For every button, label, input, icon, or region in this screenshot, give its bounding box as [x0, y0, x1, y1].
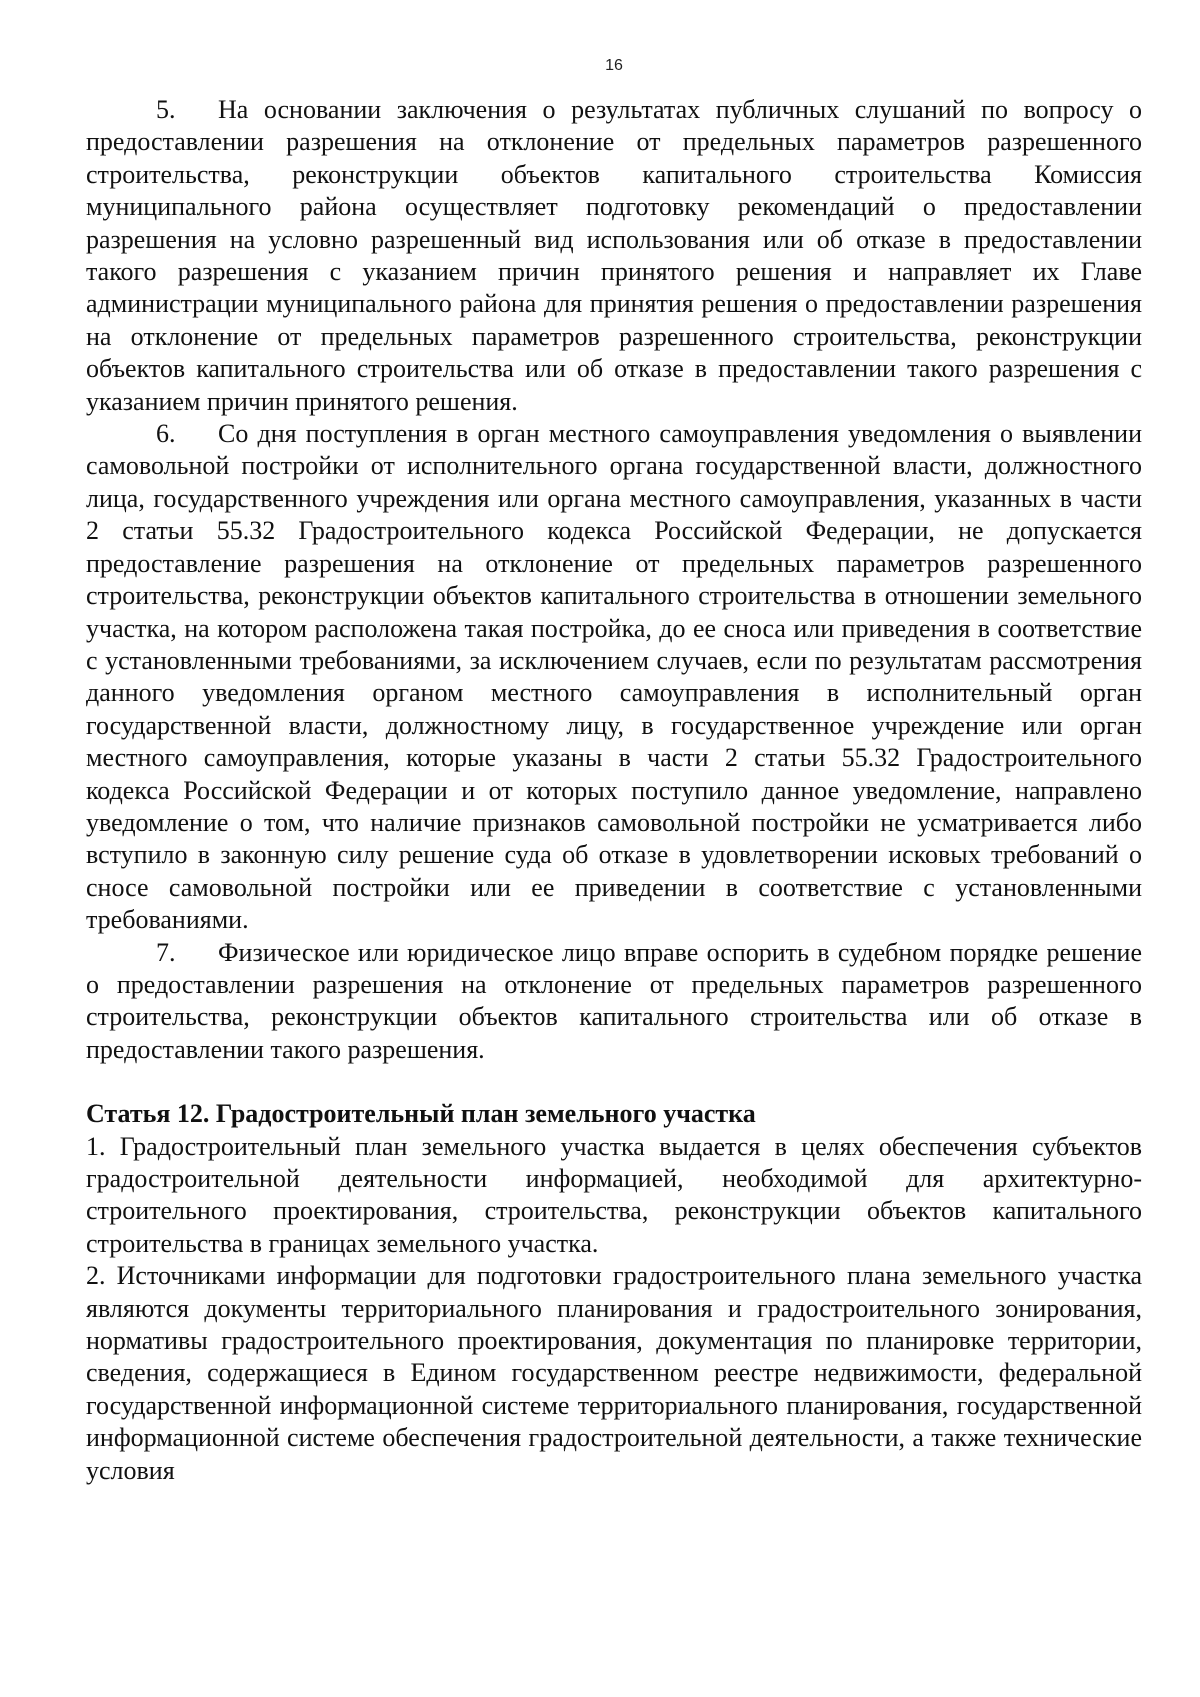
article-paragraph-2: 2. Источниками информации для подготовки градостроительного плана земельного участка являются документы территориального планирования и градостроительного зонирования, нормативы градостроительного проектирования, документация по планировке территории, сведения, содержащиеся в Едином государственном реестре недвижимости, федеральной государственной информационной системе территориального планирования, государственной информационной системе обеспечения градостроительной деятельности, а также технические условия — [86, 1261, 1142, 1485]
article-paragraph-1: 1. Градостроительный план земельного участка выдается в целях обеспечения субъектов градостроительной деятельности информацией, необходимой для архитектурно-строительного проектирования, строительства, реконструкции объектов капитального строительства в границах земельного участка. — [86, 1131, 1142, 1258]
article-heading: Статья 12. Градостроительный план земельного участка — [86, 1099, 756, 1129]
paragraph-5 — [86, 94, 1142, 418]
paragraph-6 — [86, 418, 1142, 937]
paragraph-text: Физическое или юридическое лицо вправе оспорить в судебном порядке решение о предоставлении разрешения на отклонение от предельных параметров разрешенного строительства, реконструкции объектов капитального строительства или об отказе в предоставлении такого разрешения. — [86, 937, 1142, 1064]
paragraph-number: 7. — [156, 937, 176, 967]
page-number: 16 — [605, 57, 623, 74]
paragraph-number: 6. — [156, 419, 176, 449]
paragraph-text: На основании заключения о результатах публичных слушаний по вопросу о предоставлении разрешения на отклонение от предельных параметров разрешенного строительства, реконструкции объектов капитального строительства Комиссия муниципального района осуществляет подготовку рекомендаций о предоставлении разрешения на условно разрешенный вид использования или об отказе в предоставлении такого разрешения с указанием причин принятого решения и направляет их Главе администрации муниципального района для принятия решения о предоставлении разрешения на отклонение от предельных параметров разрешенного строительства, реконструкции объектов капитального строительства или об отказе в предоставлении такого разрешения с указанием причин принятого решения. — [86, 95, 1142, 416]
paragraph-number: 5. — [156, 95, 176, 124]
paragraph-7 — [86, 937, 1142, 1067]
paragraph-text: Со дня поступления в орган местного самоуправления уведомления о выявлении самовольной постройки от исполнительного органа государственной власти, должностного лица, государственного учреждения или органа местного самоуправления, указанных в части 2 статьи 55.32 Градостроительного кодекса Российской Федерации, не допускается предоставление разрешения на отклонение от предельных параметров разрешенного строительства, реконструкции объектов капитального строительства в отношении земельного участка, на котором расположена такая постройка, до ее сноса или приведения в соответствие с установленными требованиями, за исключением случаев, если по результатам рассмотрения данного уведомления органом местного самоуправления в исполнительный орган государственной власти, должностному лицу, в государственное учреждение или орган местного самоуправления, которые указаны в части 2 статьи 55.32 Градостроительного кодекса Российской Федерации и от которых поступило данное уведомление, направлено уведомление о том, что наличие признаков самовольной постройки не усматривается либо вступило в законную силу решение суда об отказе в удовлетворении исковых требований о сносе самовольной постройки или ее приведении в соответствие с установленными требованиями. — [86, 419, 1142, 935]
